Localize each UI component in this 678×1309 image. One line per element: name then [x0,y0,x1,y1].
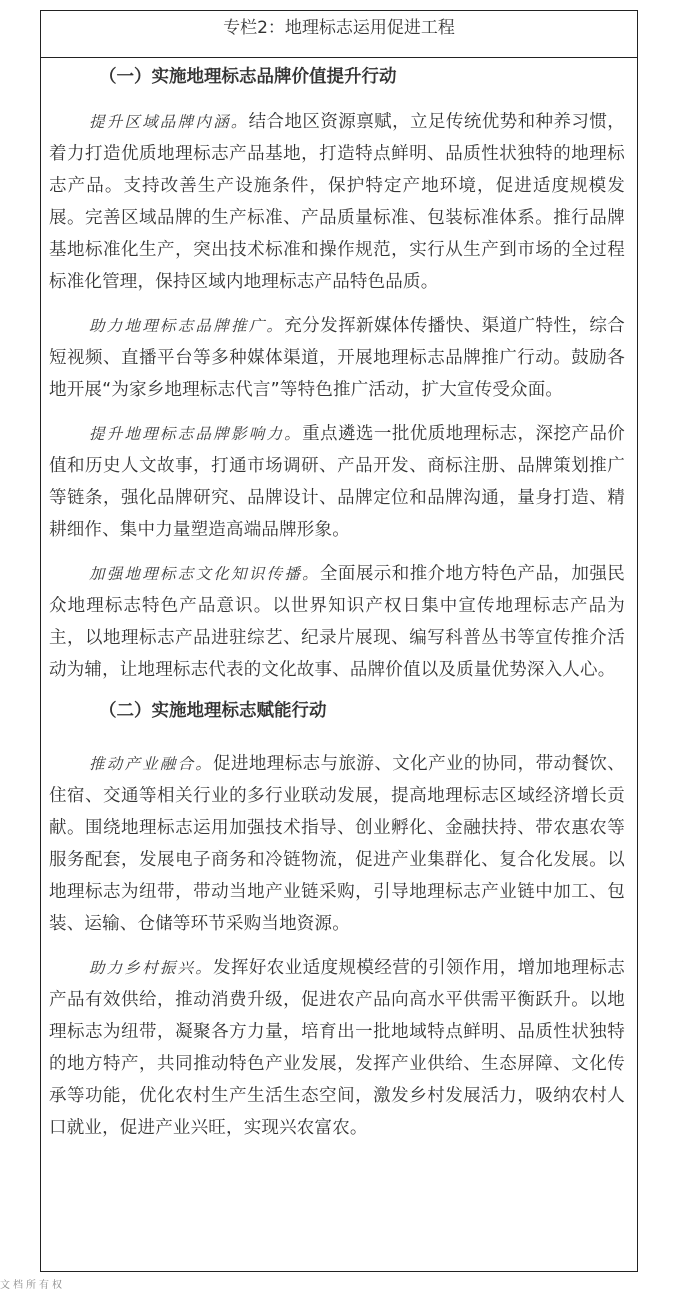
paragraph [49,310,625,406]
paragraph-lead: 推动产业融合。 [89,755,214,773]
paragraph-text: 发挥好农业适度规模经营的引领作用，增加地理标志产品有效供给，推动消费升级，促进农产品向高水平供需平衡跃升。以地理标志为纽带，凝聚各方力量，培育出一批地域特点鲜明、品质性状独特的地方特产，共同推动特色产业发展，发挥产业供给、生态屏障、文化传承等功能，优化农村生产生活生态空间，激发乡村发展活力，吸纳农村人口就业，促进产业兴旺，实现兴农富农。 [49,958,625,1138]
feature-box [40,10,638,1272]
paragraph-text: 促进地理标志与旅游、文化产业的协同，带动餐饮、住宿、交通等相关行业的多行业联动发展，提高地理标志区域经济增长贡献。围绕地理标志运用加强技术指导、创业孵化、金融扶持、带农惠农等服务配套，发展电子商务和冷链物流，促进产业集群化、复合化发展。以地理标志为纽带，带动当地产业链采购，引导地理标志产业链中加工、包装、运输、仓储等环节采购当地资源。 [49,754,625,934]
footnote: 文档所有权 [0,1280,65,1291]
paragraph-text: 充分发挥新媒体传播快、渠道广特性，综合短视频、直播平台等多种媒体渠道，开展地理标志品牌推广行动。鼓励各地开展“为家乡地理标志代言”等特色推广活动，扩大宣传受众面。 [49,316,625,400]
box-title: 专栏2：地理标志运用促进工程 [41,11,637,58]
paragraph-text: 重点遴选一批优质地理标志，深挖产品价值和历史人文故事，打通市场调研、产品开发、商标注册、品牌策划推广等链条，强化品牌研究、品牌设计、品牌定位和品牌沟通，量身打造、精耕细作、集中力量塑造高端品牌形象。 [49,424,625,540]
paragraph-lead: 助力乡村振兴。 [89,959,214,977]
paragraph [49,952,625,1144]
box-body [41,58,637,1144]
paragraph [49,748,625,940]
paragraph-text: 全面展示和推介地方特色产品，加强民众地理标志特色产品意识。以世界知识产权日集中宣传地理标志产品为主，以地理标志产品进驻综艺、纪录片展现、编写科普丛书等宣传推介活动为辅，让地理标志代表的文化故事、品牌价值以及质量优势深入人心。 [49,564,625,680]
paragraph-lead: 提升区域品牌内涵。 [89,113,249,131]
paragraph-lead: 助力地理标志品牌推广。 [89,317,285,335]
paragraph-lead: 加强地理标志文化知识传播。 [89,565,320,583]
paragraph [49,106,625,298]
paragraph-lead: 提升地理标志品牌影响力。 [89,425,303,443]
paragraph [49,558,625,686]
paragraph-text: 结合地区资源禀赋，立足传统优势和种养习惯，着力打造优质地理标志产品基地，打造特点鲜明、品质性状独特的地理标志产品。支持改善生产设施条件，保护特定产地环境，促进适度规模发展。完善区域品牌的生产标准、产品质量标准、包装标准体系。推行品牌基地标准化生产，突出技术标准和操作规范，实行从生产到市场的全过程标准化管理，保持区域内地理标志产品特色品质。 [49,112,625,292]
section-heading: （二）实施地理标志赋能行动 [99,701,327,721]
paragraph [49,418,625,546]
section-heading: （一）实施地理标志品牌价值提升行动 [99,67,397,87]
